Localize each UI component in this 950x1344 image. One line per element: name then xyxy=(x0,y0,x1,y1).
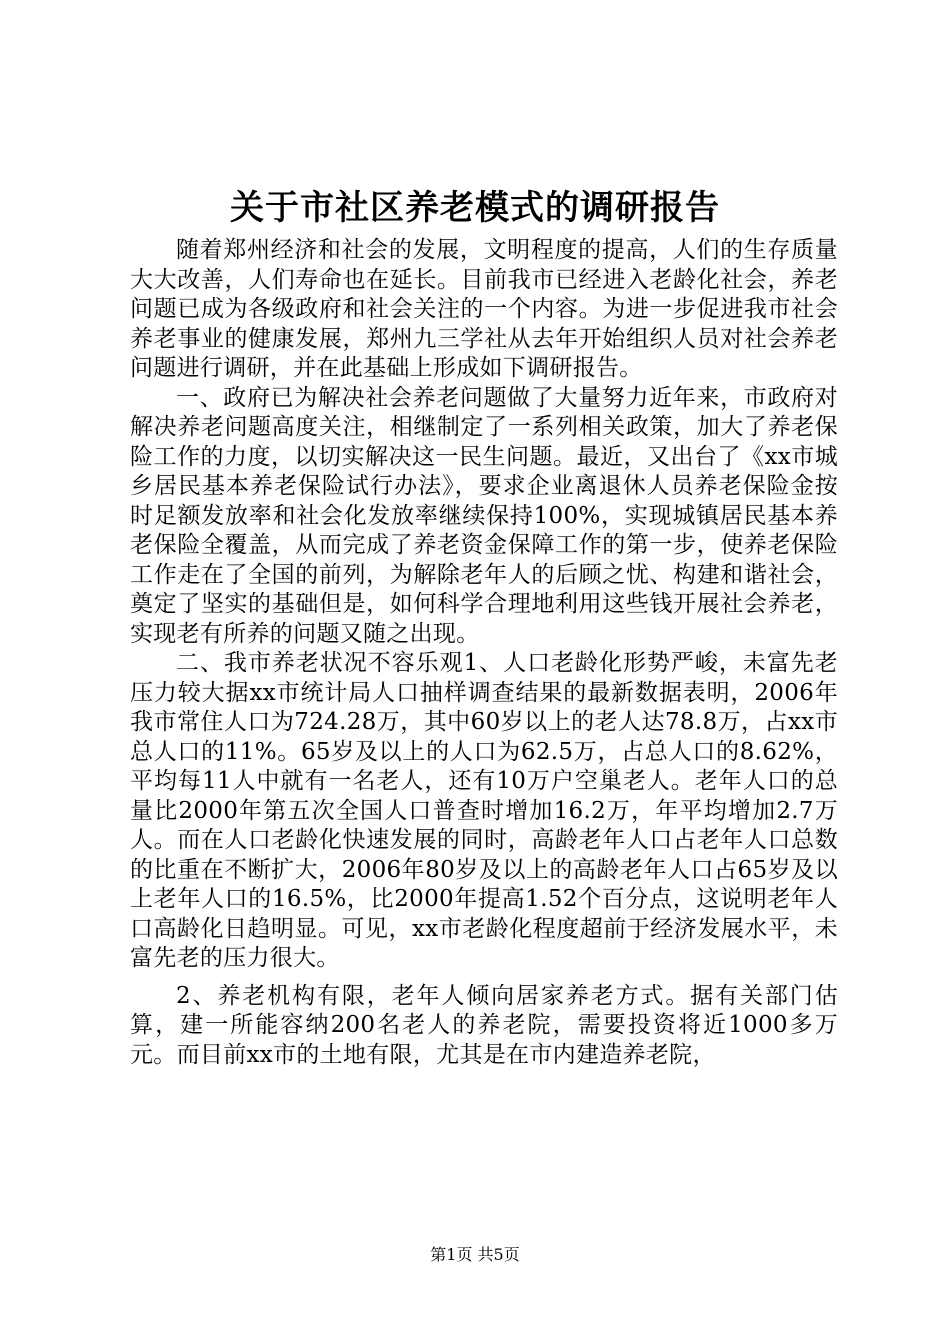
paragraph-intro: 随着郑州经济和社会的发展，文明程度的提高，人们的生存质量大大改善，人们寿命也在延长。目前我市已经进入老龄化社会，养老问题已成为各级政府和社会关注的一个内容。为进一步促进我市社会养老事业的健康发展，郑州九三学社从去年开始组织人员对社会养老问题进行调研，并在此基础上形成如下调研报告。 xyxy=(130,237,838,381)
document-title: 关于市社区养老模式的调研报告 xyxy=(230,188,720,228)
document-body xyxy=(130,236,838,1070)
page-footer: 第1页 共5页 xyxy=(430,1245,520,1264)
paragraph-section-2: 二、我市养老状况不容乐观1、人口老龄化形势严峻，未富先老压力较大据xx市统计局人口抽样调查结果的最新数据表明，2006年我市常住人口为724.28万，其中60岁以上的老人达78.8万，占xx市总人口的11%。65岁及以上的人口为62.5万，占总人口的8.62%，平均每11人中就有一名老人，还有10万户空巢老人。老年人口的总量比2000年第五次全国人口普查时增加16.2万，年平均增加2.7万人。而在人口老龄化快速发展的同时，高龄老年人口占老年人口总数的比重在不断扩大，2006年80岁及以上的高龄老年人口占65岁及以上老年人口的16.5%，比2000年提高1.52个百分点，这说明老年人口高龄化日趋明显。可见，xx市老龄化程度超前于经济发展水平，未富先老的压力很大。 xyxy=(130,650,838,971)
paragraph-section-1: 一、政府已为解决社会养老问题做了大量努力近年来，市政府对解决养老问题高度关注，相继制定了一系列相关政策，加大了养老保险工作的力度，以切实解决这一民生问题。最近，又出台了《xx市城乡居民基本养老保险试行办法》，要求企业离退休人员养老保险金按时足额发放率和社会化发放率继续保持100%，实现城镇居民基本养老保险全覆盖，从而完成了养老资金保障工作的第一步，使养老保险工作走在了全国的前列，为解除老年人的后顾之忧、构建和谐社会，奠定了坚实的基础但是，如何科学合理地利用这些钱开展社会养老，实现老有所养的问题又随之出现。 xyxy=(130,384,838,647)
paragraph-section-2-item-2: 2、养老机构有限，老年人倾向居家养老方式。据有关部门估算，建一所能容纳200名老人的养老院，需要投资将近1000多万元。而目前xx市的土地有限，尤其是在市内建造养老院， xyxy=(130,982,838,1068)
